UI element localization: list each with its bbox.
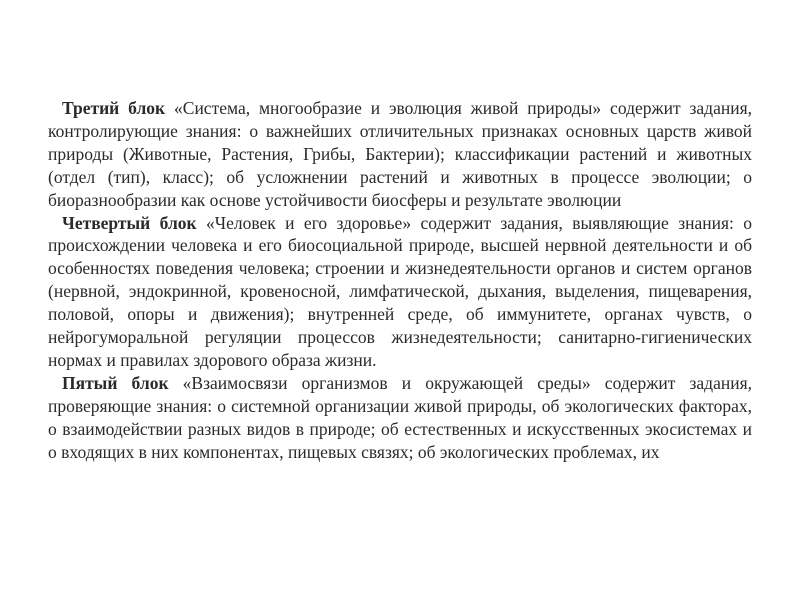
paragraph-lead: Пятый блок xyxy=(62,372,169,393)
paragraph-text: «Взаимосвязи организмов и окружающей среды» содержит задания, проверяющие знания: о системной организации живой природы, об экологических факторах, о взаимодействии разных видов в природе; об естественных и искусственных экосистемах и о входящих в них компонентах, пищевых связях; об экологических проблемах, их xyxy=(48,372,752,462)
paragraph-text: «Человек и его здоровье» содержит задания, выявляющие знания: о происхождении человека и его биосоциальной природе, высшей нервной деятельности и об особенностях поведения человека; строении и жизнедеятельности органов и систем органов (нервной, эндокринной, кровеносной, лимфатической, дыхания, выделения, пищеварения, половой, опоры и движения); внутренней среде, об иммунитете, органах чувств, о нейрогуморальной регуляции процессов жизнедеятельности; санитарно-гигиенических нормах и правилах здорового образа жизни. xyxy=(48,212,753,370)
paragraph-fourth-block xyxy=(48,212,752,372)
paragraph-lead: Четвертый блок xyxy=(62,212,197,233)
paragraph-fifth-block xyxy=(48,372,752,464)
paragraph-text: «Система, многообразие и эволюция живой природы» содержит задания, контролирующие знания: о важнейших отличительных признаках основных царств живой природы (Животные, Растения, Грибы, Бактерии); классификации растений и животных (отдел (тип), класс); об усложнении растений и животных в процессе эволюции; о биоразнообразии как основе устойчивости биосферы и результате эволюции xyxy=(48,98,752,210)
document-body xyxy=(48,97,752,464)
paragraph-lead: Третий блок xyxy=(62,98,166,118)
paragraph-third-block xyxy=(48,97,752,212)
